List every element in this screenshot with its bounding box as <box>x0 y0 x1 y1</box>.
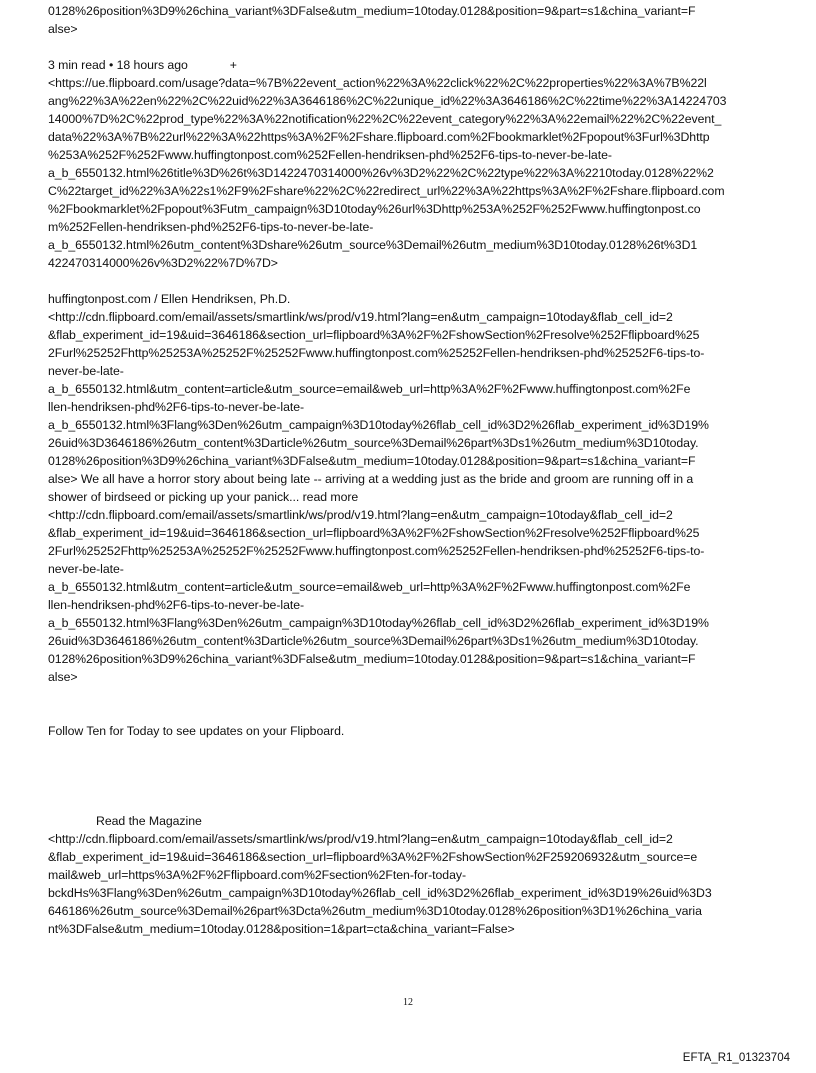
text-line: alse> <box>48 22 78 36</box>
url-line: 26uid%3D3646186%26utm_content%3Darticle%26utm_source%3Demail%26part%3Ds1%26utm_medium%3D10today. <box>48 436 699 450</box>
url-line: a_b_6550132.html&utm_content=article&utm_source=email&web_url=http%3A%2F%2Fwww.huffingtonpost.com%2Fe <box>48 382 691 396</box>
url-line: 2Furl%25252Fhttp%25253A%25252F%25252Fwww.huffingtonpost.com%25252Fellen-hendriksen-phd%25252F6-tips-to- <box>48 544 705 558</box>
url-line: 26uid%3D3646186%26utm_content%3Darticle%26utm_source%3Demail%26part%3Ds1%26utm_medium%3D10today. <box>48 634 699 648</box>
url-line: <https://ue.flipboard.com/usage?data=%7B%22event_action%22%3A%22click%22%2C%22properties%22%3A%7B%22l <box>48 76 707 90</box>
url-line: C%22target_id%22%3A%22s1%2F9%2Fshare%22%2C%22redirect_url%22%3A%22https%3A%2F%2Fshare.flipboard.com <box>48 184 725 198</box>
follow-text: Follow Ten for Today to see updates on your Flipboard. <box>48 724 345 738</box>
article-snippet-line: alse> We all have a horror story about being late -- arriving at a wedding just as the bride and groom are running off in a <box>48 472 694 486</box>
url-line: a_b_6550132.html%3Flang%3Den%26utm_campaign%3D10today%26flab_cell_id%3D2%26flab_experiment_id%3D19% <box>48 616 709 630</box>
url-line: nt%3DFalse&utm_medium=10today.0128&position=1&part=cta&china_variant=False> <box>48 922 515 936</box>
url-line: 422470314000%26v%3D2%22%7D%7D> <box>48 256 278 270</box>
url-line: a_b_6550132.html%26utm_content%3Dshare%26utm_source%3Demail%26utm_medium%3D10today.0128%26t%3D1 <box>48 238 698 252</box>
url-line: &flab_experiment_id=19&uid=3646186&section_url=flipboard%3A%2F%2FshowSection%2Fresolve%252Fflipboard%25 <box>48 526 700 540</box>
plus-icon: + <box>229 58 237 72</box>
url-line: %2Fbookmarklet%2Fpopout%3Futm_campaign%3D10today%26url%3Dhttp%253A%252F%252Fwww.huffingtonpost.co <box>48 202 701 216</box>
article-snippet-line: shower of birdseed or picking up your panick... read more <box>48 490 359 504</box>
url-line: mail&web_url=https%3A%2F%2Fflipboard.com%2Fsection%2Ften-for-today- <box>48 868 467 882</box>
url-line: never-be-late- <box>48 364 124 378</box>
text-line: 0128%26position%3D9%26china_variant%3DFalse&utm_medium=10today.0128&position=9&part=s1&china_variant=F <box>48 4 696 18</box>
url-line: m%252Fellen-hendriksen-phd%252F6-tips-to-never-be-late- <box>48 220 374 234</box>
url-line: ang%22%3A%22en%22%2C%22uid%22%3A3646186%2C%22unique_id%22%3A3646186%2C%22time%22%3A14224703 <box>48 94 727 108</box>
url-line: 0128%26position%3D9%26china_variant%3DFalse&utm_medium=10today.0128&position=9&part=s1&china_variant=F <box>48 652 696 666</box>
url-line: <http://cdn.flipboard.com/email/assets/smartlink/ws/prod/v19.html?lang=en&utm_campaign=10today&flab_cell_id=2 <box>48 832 673 846</box>
read-magazine-link[interactable]: Read the Magazine <box>96 814 202 828</box>
url-line: llen-hendriksen-phd%2F6-tips-to-never-be-late- <box>48 598 305 612</box>
read-time: 3 min read • 18 hours ago <box>48 58 188 72</box>
bates-number: EFTA_R1_01323704 <box>682 1052 790 1064</box>
url-line: llen-hendriksen-phd%2F6-tips-to-never-be-late- <box>48 400 305 414</box>
url-line: a_b_6550132.html%26title%3D%26t%3D1422470314000%26v%3D2%22%2C%22type%22%3A%2210today.0128%22%2 <box>48 166 714 180</box>
url-line: 14000%7D%2C%22prod_type%22%3A%22notification%22%2C%22event_category%22%3A%22email%22%2C%22event_ <box>48 112 722 126</box>
url-line: alse> <box>48 670 78 684</box>
read-time-line <box>48 56 237 74</box>
url-line: &flab_experiment_id=19&uid=3646186&section_url=flipboard%3A%2F%2FshowSection%2F259206932&utm_source=e <box>48 850 698 864</box>
url-line: 2Furl%25252Fhttp%25253A%25252F%25252Fwww.huffingtonpost.com%25252Fellen-hendriksen-phd%25252F6-tips-to- <box>48 346 705 360</box>
url-line: &flab_experiment_id=19&uid=3646186&section_url=flipboard%3A%2F%2FshowSection%2Fresolve%252Fflipboard%25 <box>48 328 700 342</box>
url-line: data%22%3A%7B%22url%22%3A%22https%3A%2F%2Fshare.flipboard.com%2Fbookmarklet%2Fpopout%3Furl%3Dhttp <box>48 130 710 144</box>
url-line: never-be-late- <box>48 562 124 576</box>
source-byline: huffingtonpost.com / Ellen Hendriksen, Ph.D. <box>48 292 291 306</box>
url-line: 646186%26utm_source%3Demail%26part%3Dcta%26utm_medium%3D10today.0128%26position%3D1%26china_varia <box>48 904 702 918</box>
url-line: a_b_6550132.html&utm_content=article&utm_source=email&web_url=http%3A%2F%2Fwww.huffingtonpost.com%2Fe <box>48 580 691 594</box>
url-line: a_b_6550132.html%3Flang%3Den%26utm_campaign%3D10today%26flab_cell_id%3D2%26flab_experiment_id%3D19% <box>48 418 709 432</box>
url-line: <http://cdn.flipboard.com/email/assets/smartlink/ws/prod/v19.html?lang=en&utm_campaign=10today&flab_cell_id=2 <box>48 310 673 324</box>
page-number: 12 <box>403 997 413 1008</box>
url-line: %253A%252F%252Fwww.huffingtonpost.com%252Fellen-hendriksen-phd%252F6-tips-to-never-be-late- <box>48 148 612 162</box>
url-line: <http://cdn.flipboard.com/email/assets/smartlink/ws/prod/v19.html?lang=en&utm_campaign=10today&flab_cell_id=2 <box>48 508 673 522</box>
url-line: 0128%26position%3D9%26china_variant%3DFalse&utm_medium=10today.0128&position=9&part=s1&china_variant=F <box>48 454 696 468</box>
url-line: bckdHs%3Flang%3Den%26utm_campaign%3D10today%26flab_cell_id%3D2%26flab_experiment_id%3D19%26uid%3D3 <box>48 886 712 900</box>
